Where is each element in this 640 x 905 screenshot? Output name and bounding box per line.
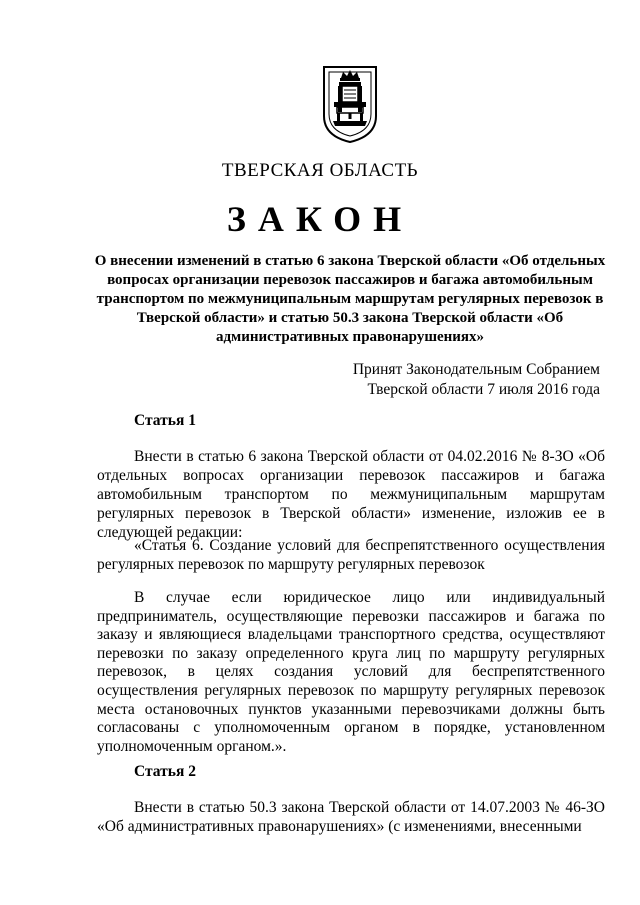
tver-coat-of-arms-icon: [321, 64, 379, 144]
document-type: ЗАКОН: [226, 199, 414, 239]
article-1-paragraph-1: Внести в статью 6 закона Тверской области от 04.02.2016 № 8-ЗО «Об отдельных вопросах организации перевозок пассажиров и багажа автомобильным транспортом по межмуниципальным маршрутам регулярных перевозок в Тверской области» изменение, изложив ее в следующей редакции:: [97, 448, 605, 541]
article-1-paragraph-2: «Статья 6. Создание условий для беспрепятственного осуществления регулярных перевозок по маршруту регулярных перевозок: [97, 537, 605, 573]
adoption-line-2: Тверской области 7 июля 2016 года: [367, 381, 600, 398]
adoption-line-1: Принят Законодательным Собранием: [352, 361, 600, 378]
article-2-heading: Статья 2: [134, 763, 196, 780]
article-1-paragraph-3: В случае если юридическое лицо или индивидуальный предприниматель, осуществляющие перевозки пассажиров и багажа по заказу и являющиеся владельцами транспортного средства, осуществляют перевозки по заказу определенного круга лиц по маршруту регулярных перевозок, в целях создания условий для беспрепятственного осуществления регулярных перевозок по маршруту регулярных перевозок места остановочных пунктов указанными перевозчиками должны быть согласованы с уполномоченным органом в порядке, установленном уполномоченным органом.».: [97, 589, 605, 755]
article-1-heading: Статья 1: [134, 412, 196, 429]
region-name: ТВЕРСКАЯ ОБЛАСТЬ: [221, 160, 419, 181]
adoption-note: [300, 360, 600, 400]
law-title: О внесении изменений в статью 6 закона Тверской области «Об отдельных вопросах организации перевозок пассажиров и багажа автомобильным транспортом по межмуниципальным маршрутам регулярных перевозок в Тверской области» и статью 50.3 закона Тверской области «Об административных правонарушениях»: [94, 253, 606, 345]
article-2-paragraph-1: Внести в статью 50.3 закона Тверской области от 14.07.2003 № 46-ЗО «Об административных правонарушениях» (с изменениями, внесенными: [97, 799, 605, 835]
